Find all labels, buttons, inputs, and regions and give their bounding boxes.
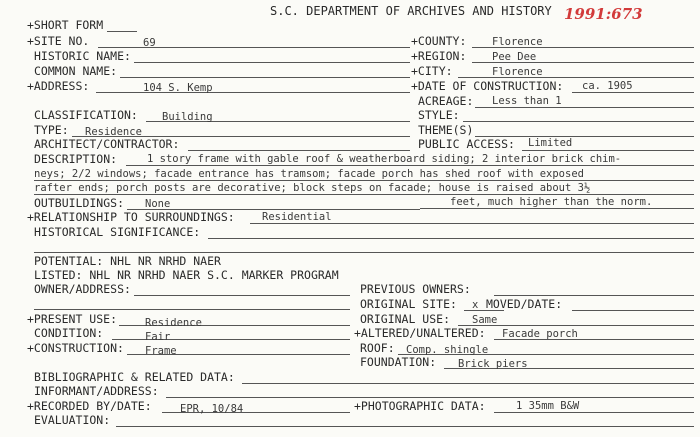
- relationship-value: Residential: [262, 211, 332, 223]
- description-line-4: feet, much higher than the norm.: [450, 196, 653, 208]
- address-value: 104 S. Kemp: [143, 82, 213, 94]
- roof-value: Comp. shingle: [406, 344, 489, 356]
- photographic-data-label: +PHOTOGRAPHIC DATA:: [354, 399, 486, 413]
- type-label: TYPE:: [34, 123, 69, 137]
- owner-address-line-1: [134, 295, 350, 296]
- handwritten-site-id: 1991:673: [564, 5, 643, 23]
- construction-value: Frame: [145, 345, 177, 357]
- historical-significance-line-2: [34, 252, 694, 253]
- previous-owners-line: [494, 295, 694, 296]
- common-name-label: COMMON NAME:: [34, 64, 118, 78]
- moved-date-label: MOVED/DATE:: [486, 297, 563, 311]
- public-access-line: [522, 150, 694, 151]
- bibliographic-line: [242, 383, 694, 384]
- original-site-value: x: [472, 299, 479, 311]
- description-rule-2: [34, 180, 694, 181]
- recorded-by-value: EPR, 10/84: [180, 403, 244, 415]
- altered-value: Facade porch: [502, 328, 578, 340]
- original-use-label: ORIGINAL USE:: [360, 312, 451, 326]
- public-access-value: Limited: [528, 137, 573, 149]
- county-value: Florence: [492, 36, 543, 48]
- short-form-line: [107, 31, 137, 32]
- department-title: S.C. DEPARTMENT OF ARCHIVES AND HISTORY: [270, 4, 552, 18]
- relationship-label: +RELATIONSHIP TO SURROUNDINGS:: [27, 210, 235, 224]
- present-use-value: Residence: [145, 317, 202, 329]
- description-line-1: 1 story frame with gable roof & weatherboard siding; 2 interior brick chim-: [147, 153, 622, 165]
- region-label: +REGION:: [411, 49, 467, 63]
- region-value: Pee Dee: [492, 51, 537, 63]
- recorded-by-label: +RECORDED BY/DATE:: [27, 399, 152, 413]
- common-name-line: [120, 77, 410, 78]
- city-value: Florence: [492, 66, 543, 78]
- informant-line: [166, 397, 694, 398]
- present-use-label: +PRESENT USE:: [27, 312, 118, 326]
- historic-name-line: [134, 62, 410, 63]
- historical-significance-line-1: [208, 238, 694, 239]
- historic-name-label: HISTORIC NAME:: [34, 49, 131, 63]
- description-rule-4: [420, 208, 694, 209]
- acreage-line: [475, 107, 694, 108]
- date-of-construction-value: ca. 1905: [582, 80, 633, 92]
- site-no-label: +SITE NO.: [27, 34, 90, 48]
- acreage-label: ACREAGE:: [418, 94, 474, 108]
- acreage-value: Less than 1: [492, 95, 562, 107]
- county-label: +COUNTY:: [411, 34, 467, 48]
- outbuildings-label: OUTBUILDINGS:: [34, 196, 125, 210]
- description-rule-3: [34, 194, 694, 195]
- bibliographic-label: BIBLIOGRAPHIC & RELATED DATA:: [34, 370, 235, 384]
- address-label: +ADDRESS:: [27, 79, 90, 93]
- style-label: STYLE:: [418, 108, 460, 122]
- city-label: +CITY:: [411, 64, 453, 78]
- description-rule-1: [126, 165, 694, 166]
- outbuildings-value: None: [145, 198, 171, 210]
- style-line: [463, 121, 694, 122]
- public-access-label: PUBLIC ACCESS:: [418, 137, 515, 151]
- photographic-data-value: 1 35mm B&W: [516, 400, 580, 412]
- type-value: Residence: [85, 126, 142, 138]
- evaluation-line: [116, 426, 694, 427]
- moved-date-line: [572, 310, 694, 311]
- original-use-value: Same: [472, 314, 498, 326]
- potential-row: POTENTIAL: NHL NR NRHD NAER: [34, 254, 221, 268]
- owner-address-line-2: [34, 309, 350, 310]
- evaluation-label: EVALUATION:: [34, 413, 111, 427]
- listed-row: LISTED: NHL NR NRHD NAER S.C. MARKER PROGRAM: [34, 268, 339, 282]
- relationship-line: [250, 223, 694, 224]
- classification-value: Building: [162, 111, 213, 123]
- description-line-2: neys; 2/2 windows; facade entrance has tramsom; facade porch has shed roof with exposed: [34, 168, 584, 180]
- theme-label: THEME(S): [418, 123, 474, 137]
- construction-label: +CONSTRUCTION:: [27, 341, 124, 355]
- original-site-label: ORIGINAL SITE:: [360, 297, 457, 311]
- short-form-label: +SHORT FORM: [27, 18, 104, 32]
- roof-label: ROOF:: [360, 341, 395, 355]
- condition-label: CONDITION:: [34, 326, 104, 340]
- architect-label: ARCHITECT/CONTRACTOR:: [34, 137, 180, 151]
- architect-line: [188, 150, 410, 151]
- owner-address-label: OWNER/ADDRESS:: [34, 282, 131, 296]
- foundation-label: FOUNDATION:: [360, 355, 437, 369]
- description-line-3: rafter ends; porch posts are decorative; block steps on facade; house is raised about 3½: [34, 182, 591, 194]
- historical-significance-label: HISTORICAL SIGNIFICANCE:: [34, 225, 201, 239]
- date-of-construction-label: +DATE OF CONSTRUCTION:: [411, 79, 564, 93]
- photographic-data-line: [494, 412, 694, 413]
- altered-label: +ALTERED/UNALTERED:: [354, 326, 486, 340]
- informant-label: INFORMANT/ADDRESS:: [34, 384, 159, 398]
- date-of-construction-line: [572, 92, 694, 93]
- classification-label: CLASSIFICATION:: [34, 108, 138, 122]
- site-no-value: 69: [143, 37, 156, 49]
- foundation-value: Brick piers: [458, 358, 528, 370]
- condition-value: Fair: [145, 331, 171, 343]
- previous-owners-label: PREVIOUS OWNERS:: [360, 282, 471, 296]
- description-label: DESCRIPTION:: [34, 152, 118, 166]
